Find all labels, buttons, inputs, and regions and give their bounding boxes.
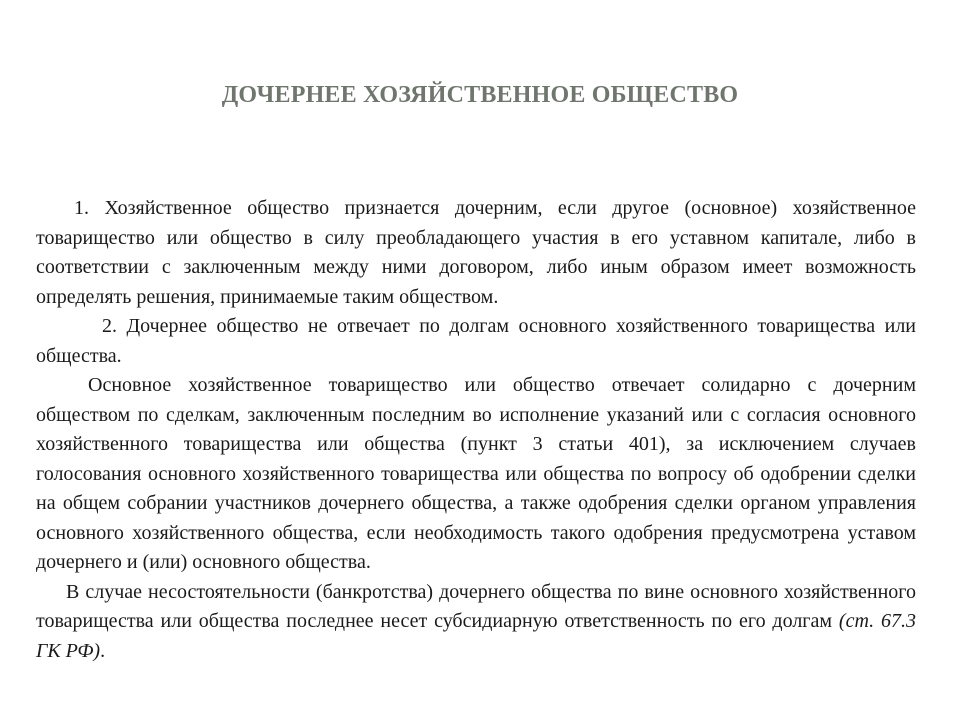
legal-citation: (ст. 67.3 ГК РФ) — [36, 610, 916, 662]
paragraph-4-end: . — [100, 639, 106, 662]
paragraph-4 — [36, 578, 916, 667]
paragraph-2: 2. Дочернее общество не отвечает по долгам основного хозяйственного товарищества или общества. — [36, 315, 916, 367]
paragraph-3: Основное хозяйственное товарищество или общество отвечает солидарно с дочерним обществом по сделкам, заключенным последним во исполнение указаний или с согласия основного хозяйственного товарищества или общества (пункт 3 статьи 401), за исключением случаев голосования основного хозяйственного товарищества или общества по вопросу об одобрении сделки на общем собрании участников дочернего общества, а также одобрения сделки органом управления основного хозяйственного общества, если необходимость такого одобрения предусмотрена уставом дочернего и (или) основного общества. — [36, 374, 916, 573]
slide-body — [36, 194, 916, 666]
paragraph-1: 1. Хозяйственное общество признается дочерним, если другое (основное) хозяйственное товарищество или общество в силу преобладающего участия в его уставном капитале, либо в соответствии с заключенным между ними договором, либо иным образом имеет возможность определять решения, принимаемые таким обществом. — [36, 197, 916, 308]
paragraph-4-text: В случае несостоятельности (банкротства) дочернего общества по вине основного хозяйственного товарищества или общества последнее несет субсидиарную ответственность по его долгам — [36, 580, 916, 632]
slide-title: ДОЧЕРНЕЕ ХОЗЯЙСТВЕННОЕ ОБЩЕСТВО — [221, 82, 739, 108]
